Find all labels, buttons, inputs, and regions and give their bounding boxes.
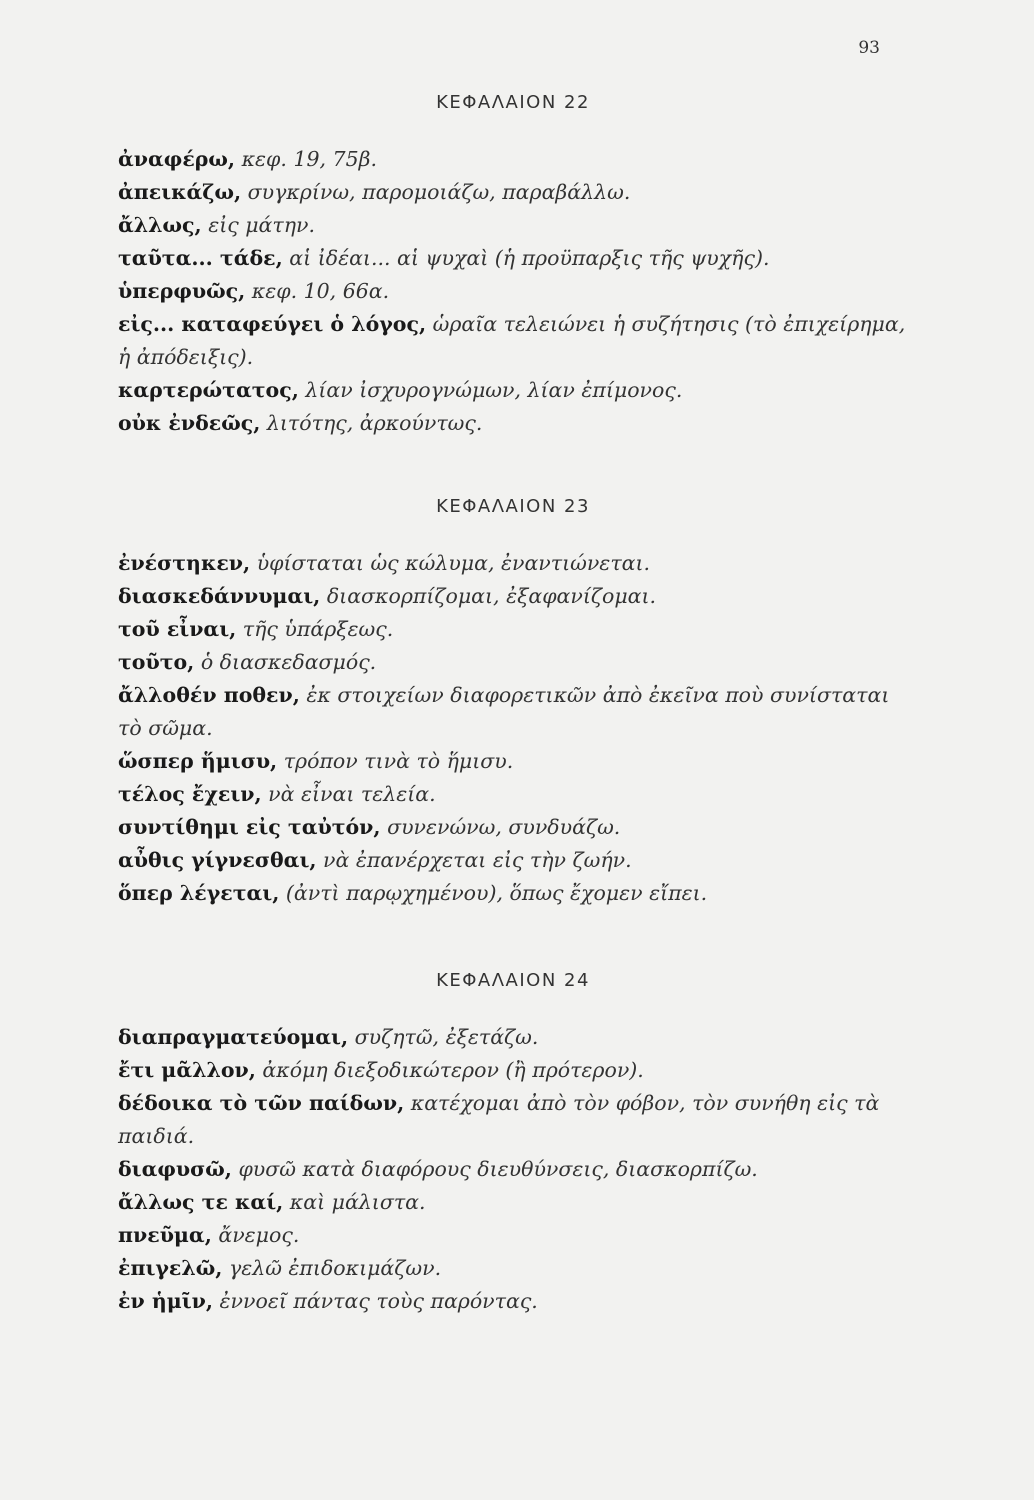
entry-definition: κεφ. 19, 75β.: [241, 147, 378, 171]
section-chapter-22: [118, 92, 908, 440]
entry-term: ἄλλως τε καί,: [118, 1190, 284, 1214]
glossary-entry: [118, 209, 908, 242]
entry-term: πνεῦμα,: [118, 1223, 212, 1247]
entry-term: ἀναφέρω,: [118, 147, 236, 171]
entry-term: τοῦ εἶναι,: [118, 617, 237, 641]
entry-term: ἐπιγελῶ,: [118, 1256, 223, 1280]
glossary-entry: [118, 1252, 908, 1285]
glossary-entry: [118, 1087, 908, 1153]
entry-term: τοῦτο,: [118, 650, 195, 674]
glossary-entry: [118, 275, 908, 308]
entry-term: ἔτι μᾶλλον,: [118, 1058, 256, 1082]
entry-definition: συζητῶ, ἐξετάζω.: [354, 1025, 539, 1049]
chapter-heading: ΚΕΦΑΛΑΙΟΝ 22: [436, 92, 590, 113]
entry-definition: γελῶ ἐπιδοκιμάζων.: [228, 1256, 442, 1280]
entry-term: ἐνέστηκεν,: [118, 551, 251, 575]
entry-definition: αἱ ἰδέαι... αἱ ψυχαὶ (ἡ προϋπαρξις τῆς ψυχῆς).: [289, 246, 770, 270]
entry-definition: ὁ διασκεδασμός.: [200, 650, 377, 674]
entry-term: ἄλλως,: [118, 213, 202, 237]
entry-definition: (ἀντὶ παρῳχημένου), ὅπως ἔχομεν εἴπει.: [285, 881, 708, 905]
entry-term: ὥσπερ ἥμισυ,: [118, 749, 278, 773]
entry-definition: ὡραῖα τελειώνει ἡ συζήτησις (τὸ ἐπιχείρημα, ἡ ἀπόδειξις).: [118, 312, 906, 369]
entry-term: ὅπερ λέγεται,: [118, 881, 280, 905]
glossary-entry: [118, 646, 908, 679]
entry-definition: λίαν ἰσχυρογνώμων, λίαν ἐπίμονος.: [305, 378, 683, 402]
glossary-entry: [118, 374, 908, 407]
chapter-heading: ΚΕΦΑΛΑΙΟΝ 24: [436, 970, 590, 991]
glossary-entry: [118, 811, 908, 844]
entry-definition: ἄνεμος.: [218, 1223, 300, 1247]
entry-definition: εἰς μάτην.: [208, 213, 316, 237]
entry-term: διασκεδάννυμαι,: [118, 584, 321, 608]
glossary-entry: [118, 778, 908, 811]
entry-term: τέλος ἔχειν,: [118, 782, 262, 806]
glossary-entry: [118, 308, 908, 374]
entry-definition: λιτότης, ἀρκούντως.: [266, 411, 483, 435]
entry-definition: κατέχομαι ἀπὸ τὸν φόβον, τὸν συνήθη εἰς τὰ παιδιά.: [118, 1091, 880, 1148]
entry-definition: συγκρίνω, παρομοιάζω, παραβάλλω.: [247, 180, 631, 204]
entry-term: ἀπεικάζω,: [118, 180, 242, 204]
entry-definition: καὶ μάλιστα.: [289, 1190, 426, 1214]
glossary-entry: [118, 613, 908, 646]
entry-term: συντίθημι εἰς ταὐτόν,: [118, 815, 381, 839]
glossary-entry: [118, 679, 908, 745]
glossary-entry: [118, 844, 908, 877]
entry-definition: νὰ ἐπανέρχεται εἰς τὴν ζωήν.: [323, 848, 632, 872]
glossary-entry: [118, 1285, 908, 1318]
entry-term: αὖθις γίγνεσθαι,: [118, 848, 317, 872]
entry-definition: διασκορπίζομαι, ἐξαφανίζομαι.: [326, 584, 657, 608]
glossary-entry: [118, 1153, 908, 1186]
entry-definition: ὑφίσταται ὡς κώλυμα, ἐναντιώνεται.: [256, 551, 651, 575]
chapter-heading: ΚΕΦΑΛΑΙΟΝ 23: [436, 496, 590, 517]
glossary-entry: [118, 1219, 908, 1252]
page-number: 93: [858, 38, 880, 58]
entry-definition: τῆς ὑπάρξεως.: [242, 617, 394, 641]
glossary-entry: [118, 1021, 908, 1054]
entry-definition: ἀκόμη διεξοδικώτερον (ἢ πρότερον).: [262, 1058, 644, 1082]
entry-term: εἰς... καταφεύγει ὁ λόγος,: [118, 312, 427, 336]
entry-definition: ἐννοεῖ πάντας τοὺς παρόντας.: [219, 1289, 538, 1313]
entry-term: καρτερώτατος,: [118, 378, 299, 402]
entry-term: ταῦτα... τάδε,: [118, 246, 283, 270]
entry-definition: τρόπον τινὰ τὸ ἥμισυ.: [283, 749, 514, 773]
entry-definition: φυσῶ κατὰ διαφόρους διευθύνσεις, διασκορπίζω.: [238, 1157, 758, 1181]
glossary-entry: [118, 143, 908, 176]
entry-term: ὑπερφυῶς,: [118, 279, 246, 303]
glossary-entry: [118, 407, 908, 440]
entry-definition: κεφ. 10, 66α.: [251, 279, 390, 303]
entry-term: ἐν ἡμῖν,: [118, 1289, 214, 1313]
glossary-entry: [118, 547, 908, 580]
section-chapter-23: [118, 496, 908, 910]
entry-definition: νὰ εἶναι τελεία.: [268, 782, 436, 806]
glossary-entry: [118, 1054, 908, 1087]
entry-term: ἄλλοθέν ποθεν,: [118, 683, 300, 707]
entry-term: διαφυσῶ,: [118, 1157, 232, 1181]
entry-definition: ἐκ στοιχείων διαφορετικῶν ἀπὸ ἐκεῖνα ποὺ συνίσταται τὸ σῶμα.: [118, 683, 890, 740]
glossary-entry: [118, 877, 908, 910]
entry-term: δέδοικα τὸ τῶν παίδων,: [118, 1091, 405, 1115]
glossary-entry: [118, 745, 908, 778]
section-chapter-24: [118, 970, 908, 1318]
entry-definition: συνενώνω, συνδυάζω.: [387, 815, 621, 839]
entry-term: οὐκ ἐνδεῶς,: [118, 411, 261, 435]
glossary-entry: [118, 1186, 908, 1219]
glossary-entry: [118, 242, 908, 275]
entry-term: διαπραγματεύομαι,: [118, 1025, 349, 1049]
glossary-entry: [118, 176, 908, 209]
glossary-entry: [118, 580, 908, 613]
